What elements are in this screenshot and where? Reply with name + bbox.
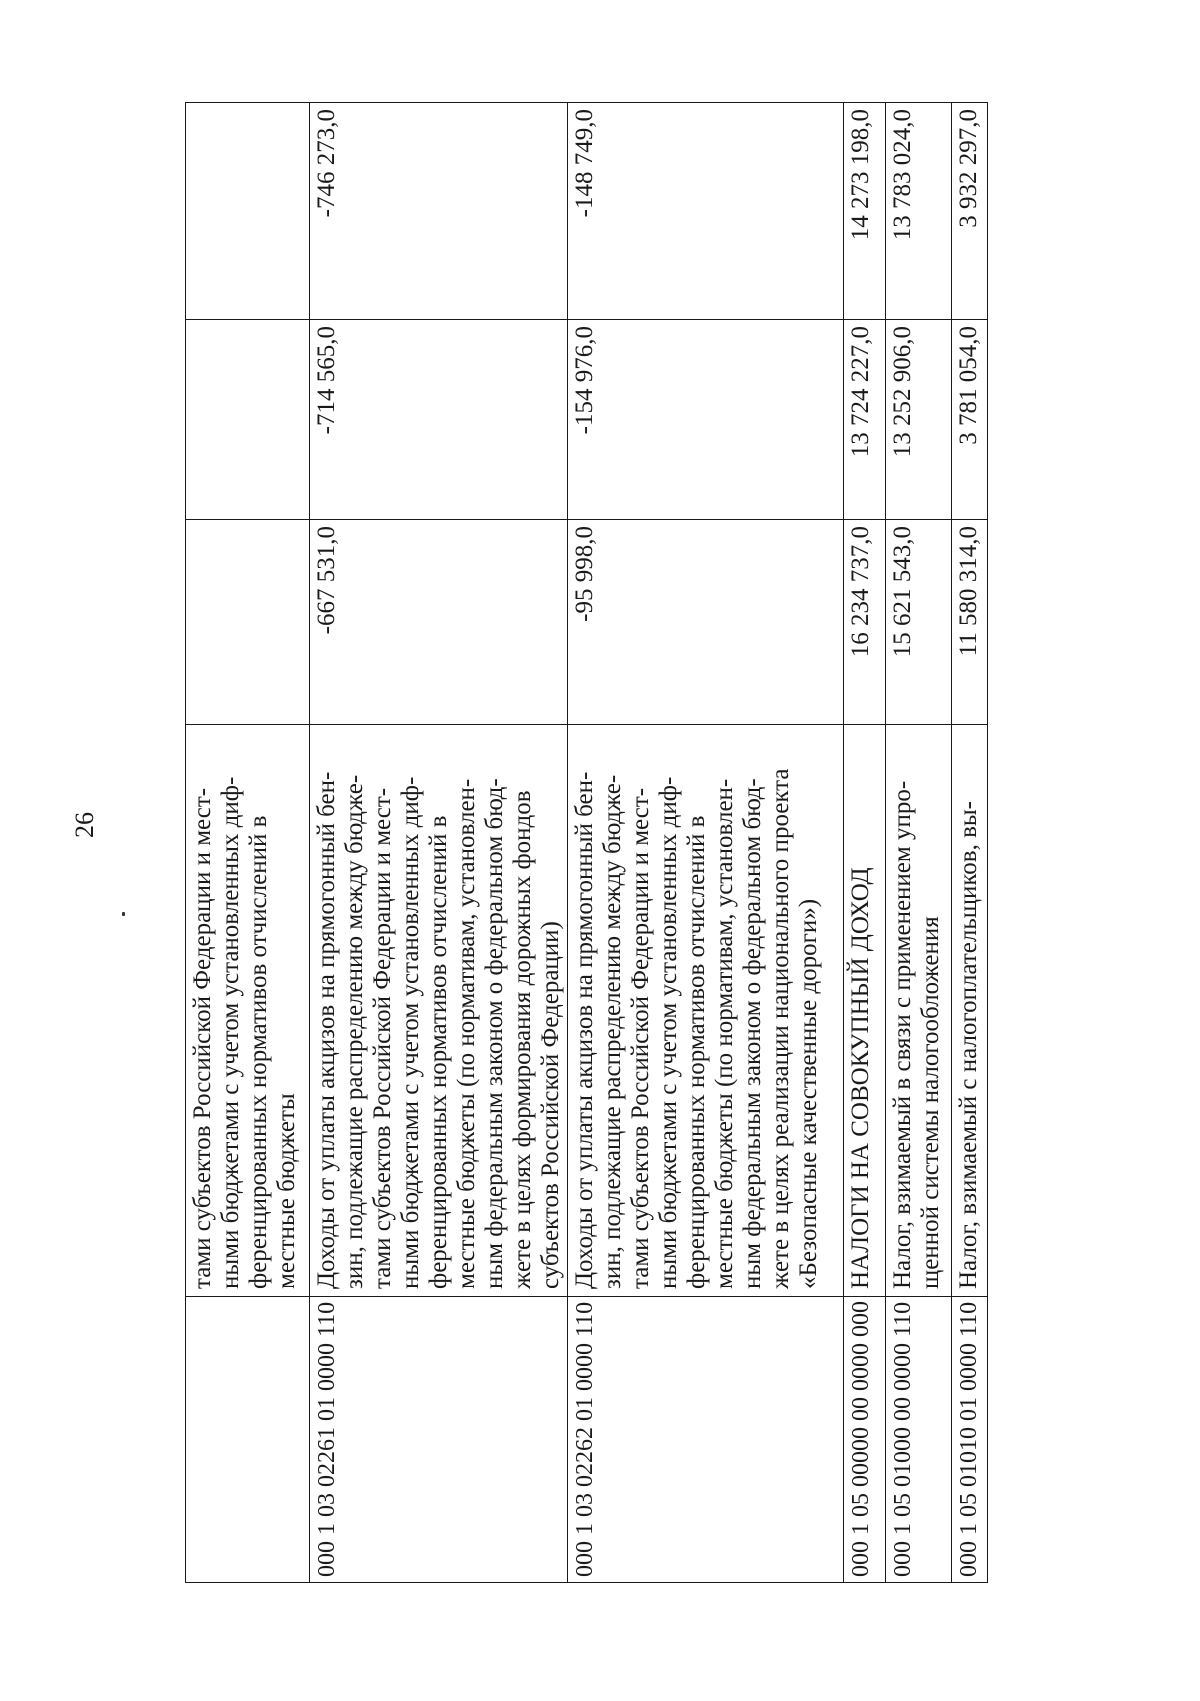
- table-row: [952, 103, 988, 1583]
- revenue-name: [844, 725, 886, 1297]
- budget-revenue-table: [185, 102, 988, 1583]
- amount-year-2: -154 976,0: [568, 320, 844, 520]
- revenue-name-line: ференцированных нормативов отчислений в: [425, 815, 452, 1289]
- amount-year-1: -667 531,0: [310, 520, 568, 725]
- table-body: [186, 103, 988, 1583]
- revenue-name-line: НАЛОГИ НА СОВОКУПНЫЙ ДОХОД: [847, 867, 874, 1289]
- amount-year-2: 13 724 227,0: [844, 320, 886, 520]
- budget-classification-code: 000 1 05 01000 00 0000 110: [886, 1297, 952, 1583]
- amount-year-2: 13 252 906,0: [886, 320, 952, 520]
- revenue-name: [886, 725, 952, 1297]
- revenue-name-line: жете в целях реализации национального проекта: [767, 768, 794, 1289]
- budget-classification-code: 000 1 03 02262 01 0000 110: [568, 1297, 844, 1583]
- revenue-name-line: «Безопасные качественные дороги»): [795, 898, 822, 1289]
- revenue-name-line: местные бюджеты (по нормативам, установлен-: [711, 778, 738, 1289]
- revenue-name-line: местные бюджеты: [273, 1093, 300, 1289]
- amount-year-2: 3 781 054,0: [952, 320, 988, 520]
- revenue-name-line: ным федеральным законом о федеральном бюд-: [481, 778, 508, 1289]
- revenue-name: [186, 725, 310, 1297]
- scan-speck: [122, 912, 125, 916]
- revenue-name: [310, 725, 568, 1297]
- budget-classification-code: [186, 1297, 310, 1583]
- amount-year-3: -148 749,0: [568, 103, 844, 320]
- amount-year-3: 14 273 198,0: [844, 103, 886, 320]
- revenue-name: [568, 725, 844, 1297]
- table-row: [844, 103, 886, 1583]
- amount-year-1: 15 621 543,0: [886, 520, 952, 725]
- revenue-name-line: ными бюджетами с учетом установленных диф-: [217, 776, 244, 1289]
- revenue-name-line: ференцированных нормативов отчислений в: [245, 815, 272, 1289]
- amount-year-3: 3 932 297,0: [952, 103, 988, 320]
- revenue-name-line: Налог, взимаемый в связи с применением упро-: [889, 780, 916, 1289]
- rotated-table-wrapper: [185, 103, 1015, 1583]
- budget-classification-code: 000 1 05 01010 01 0000 110: [952, 1297, 988, 1583]
- amount-year-1: 16 234 737,0: [844, 520, 886, 725]
- revenue-name-line: Доходы от уплаты акцизов на прямогонный бен-: [313, 771, 340, 1289]
- revenue-name-line: щенной системы налогообложения: [917, 916, 944, 1289]
- revenue-name-line: субъектов Российской Федерации): [537, 921, 564, 1289]
- table-row: [568, 103, 844, 1583]
- revenue-name-line: ными бюджетами с учетом установленных диф-: [397, 776, 424, 1289]
- amount-year-2: [186, 320, 310, 520]
- revenue-name: [952, 725, 988, 1297]
- amount-year-1: 11 580 314,0: [952, 520, 988, 725]
- amount-year-3: -746 273,0: [310, 103, 568, 320]
- revenue-name-line: Доходы от уплаты акцизов на прямогонный бен-: [571, 771, 598, 1289]
- revenue-name-line: зин, подлежащие распределению между бюдже-: [599, 774, 626, 1289]
- budget-classification-code: 000 1 05 00000 00 0000 000: [844, 1297, 886, 1583]
- amount-year-1: -95 998,0: [568, 520, 844, 725]
- table-row: [186, 103, 310, 1583]
- table-row: [886, 103, 952, 1583]
- table-row: [310, 103, 568, 1583]
- amount-year-3: 13 783 024,0: [886, 103, 952, 320]
- revenue-name-line: местные бюджеты (по нормативам, установлен-: [453, 778, 480, 1289]
- page-number: 26: [70, 812, 99, 838]
- revenue-name-line: тами субъектов Российской Федерации и мест-: [189, 787, 216, 1289]
- revenue-name-line: Налог, взимаемый с налогоплательщиков, вы-: [955, 800, 982, 1289]
- amount-year-3: [186, 103, 310, 320]
- revenue-name-line: ференцированных нормативов отчислений в: [683, 815, 710, 1289]
- revenue-name-line: тами субъектов Российской Федерации и мест-: [627, 787, 654, 1289]
- revenue-name-line: зин, подлежащие распределению между бюдже-: [341, 774, 368, 1289]
- revenue-name-line: ным федеральным законом о федеральном бюд-: [739, 778, 766, 1289]
- revenue-name-line: ными бюджетами с учетом установленных диф-: [655, 776, 682, 1289]
- amount-year-2: -714 565,0: [310, 320, 568, 520]
- revenue-name-line: жете в целях формирования дорожных фондов: [509, 790, 536, 1289]
- budget-classification-code: 000 1 03 02261 01 0000 110: [310, 1297, 568, 1583]
- revenue-name-line: тами субъектов Российской Федерации и мест-: [369, 787, 396, 1289]
- amount-year-1: [186, 520, 310, 725]
